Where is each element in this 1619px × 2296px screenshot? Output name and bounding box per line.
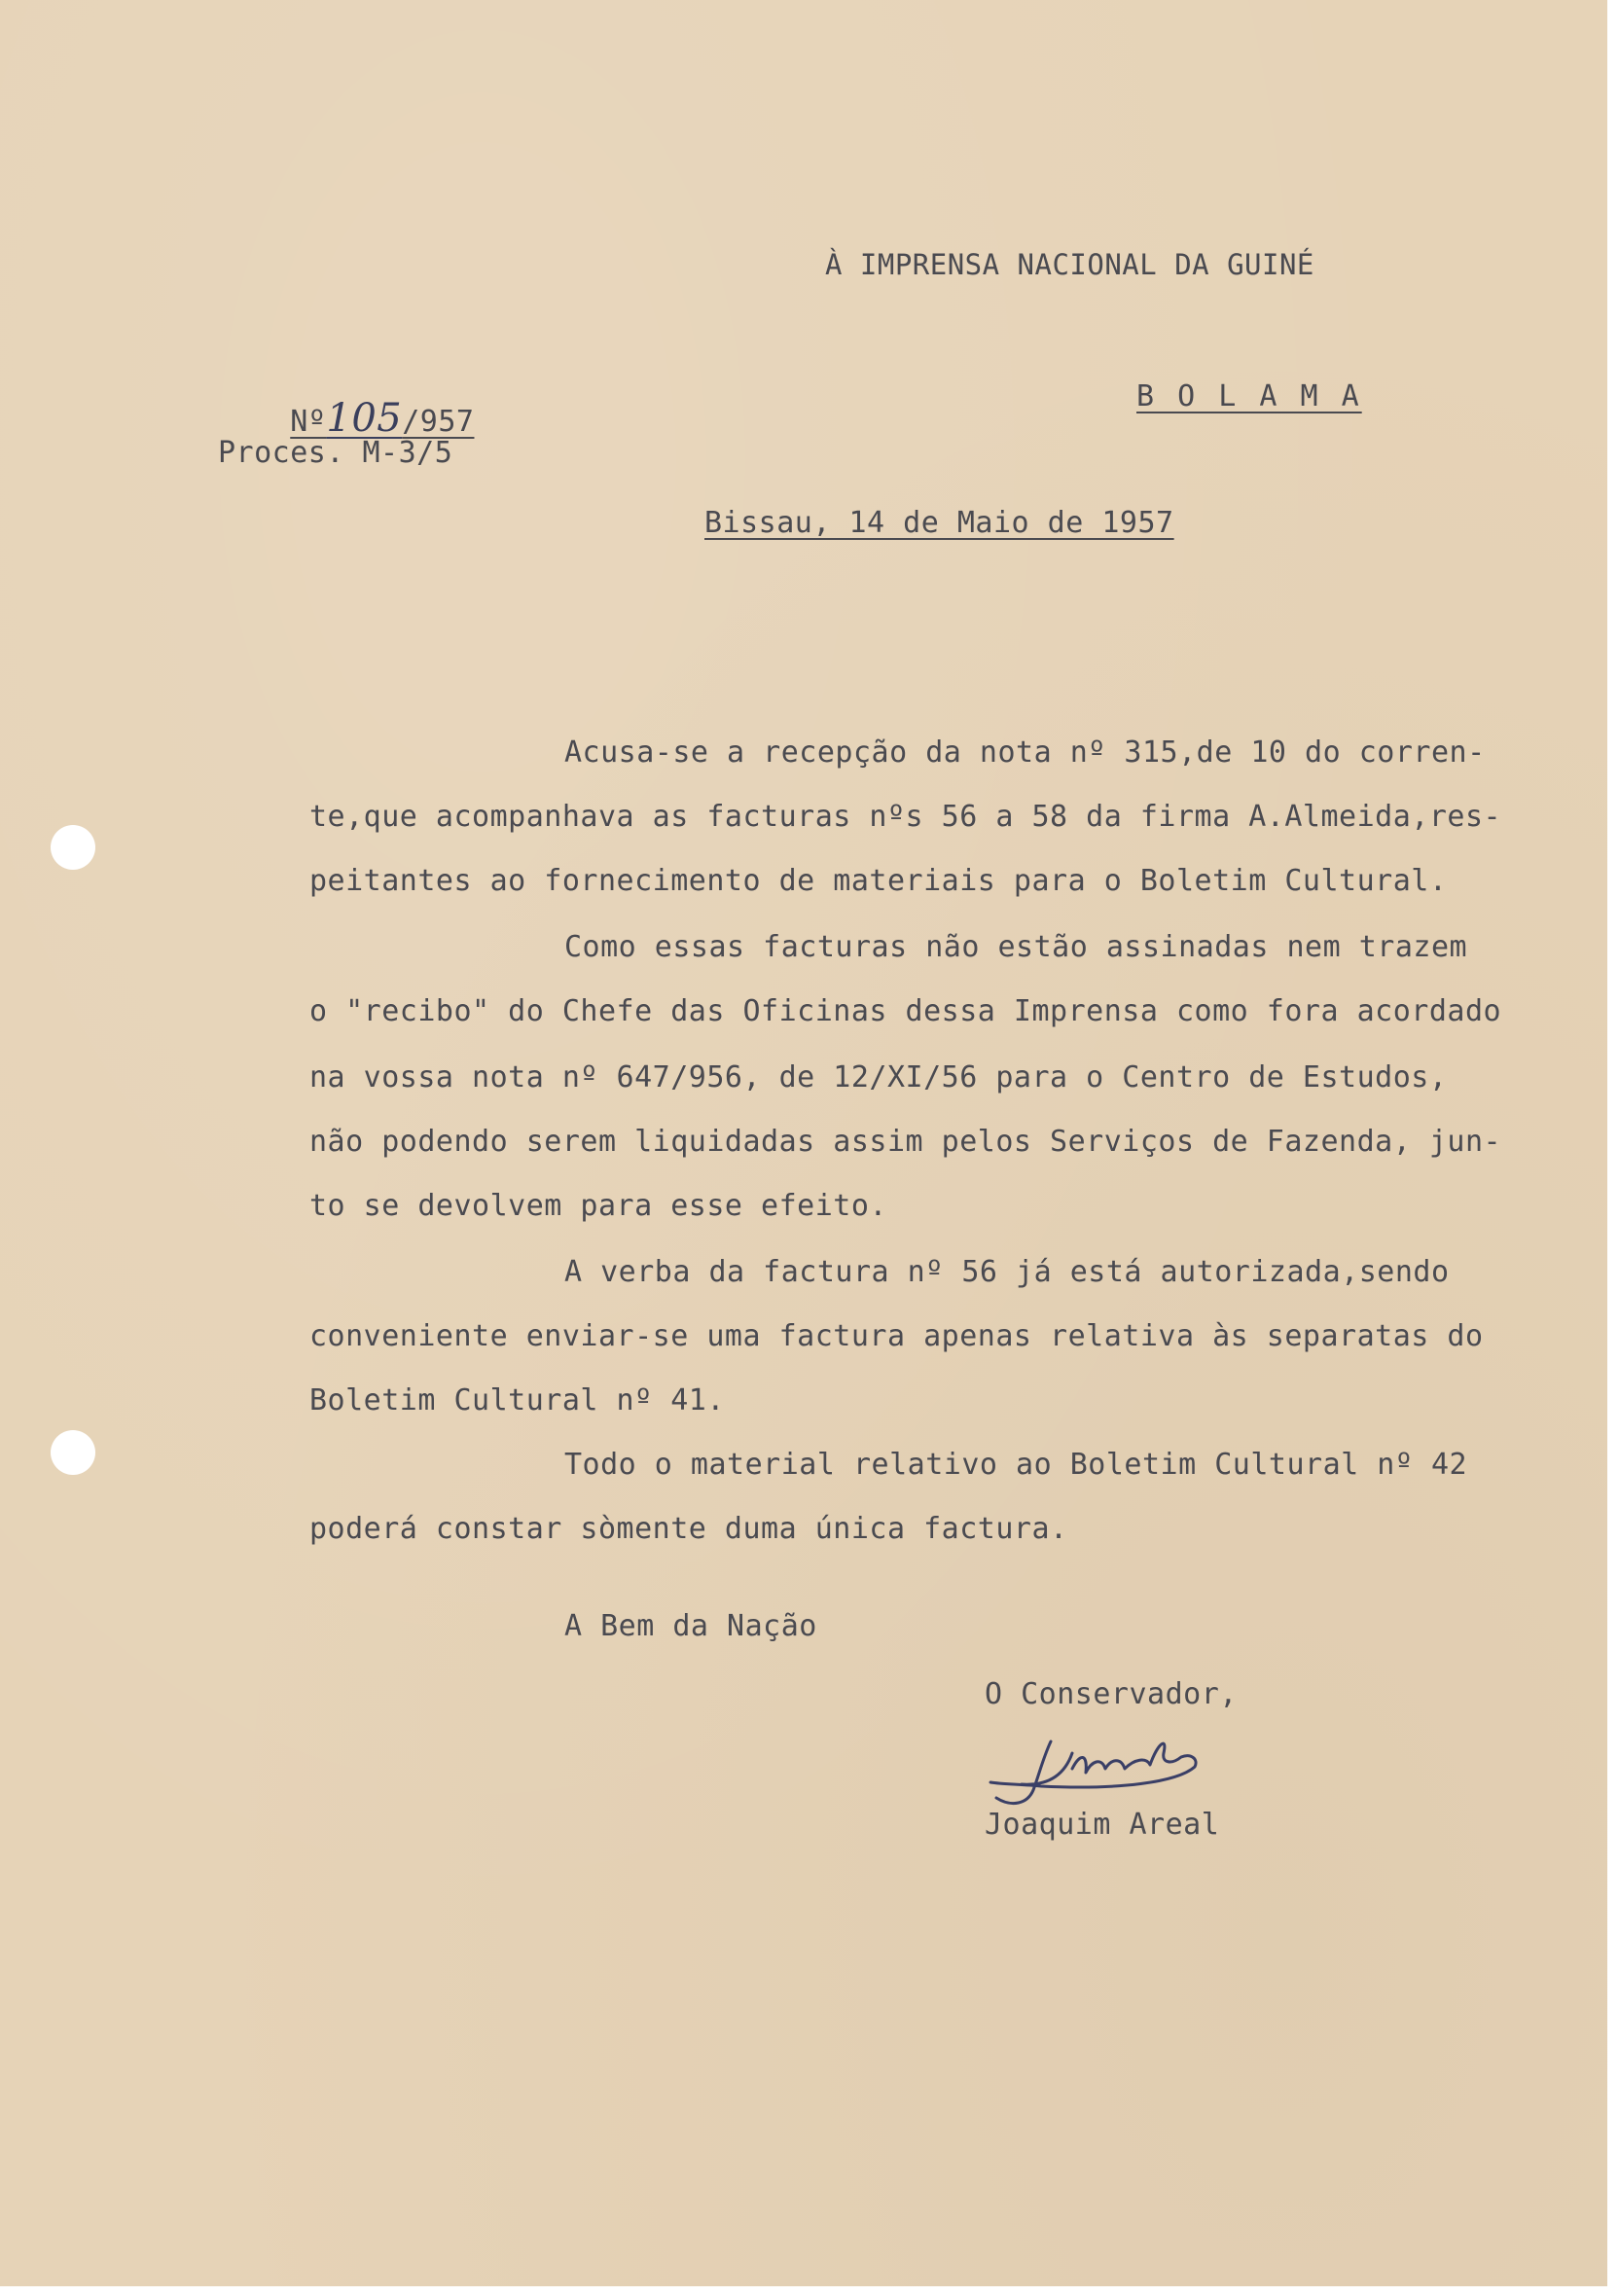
body-line: Todo o material relativo ao Boletim Cultural nº 42: [564, 1448, 1468, 1482]
body-line: conveniente enviar-se uma factura apenas relativa às separatas do: [309, 1319, 1484, 1353]
body-line: Acusa-se a recepção da nota nº 315,de 10 do corren-: [564, 735, 1486, 770]
body-line: poderá constar sòmente duma única factura.: [309, 1512, 1068, 1546]
body-line: não podendo serem liquidadas assim pelos Serviços de Fazenda, jun-: [309, 1125, 1502, 1159]
destination-city: B O L A M A: [1136, 379, 1362, 413]
body-line: te,que acompanhava as facturas nºs 56 a 58 da firma A.Almeida,res-: [309, 800, 1502, 834]
body-line: A verba da factura nº 56 já está autorizada,sendo: [564, 1255, 1450, 1289]
body-line: peitantes ao fornecimento de materiais para o Boletim Cultural.: [309, 864, 1448, 898]
signatory-name: Joaquim Areal: [985, 1808, 1220, 1842]
body-line: o "recibo" do Chefe das Oficinas dessa Imprensa como fora acordado: [309, 994, 1502, 1028]
reference-number-handwritten: 105: [326, 396, 403, 441]
signatory-title: O Conservador,: [985, 1677, 1238, 1711]
reference-number-label: Nº: [290, 405, 327, 439]
letter-date: Bissau, 14 de Maio de 1957: [704, 506, 1174, 540]
closing-salutation: A Bem da Nação: [564, 1609, 817, 1643]
punch-hole-top: [51, 825, 95, 870]
body-line: Boletim Cultural nº 41.: [309, 1383, 725, 1417]
body-line: Como essas facturas não estão assinadas nem trazem: [564, 930, 1468, 964]
recipient-heading: À IMPRENSA NACIONAL DA GUINÉ: [825, 248, 1314, 281]
process-reference: Proces. M-3/5: [218, 436, 453, 470]
body-line: na vossa nota nº 647/956, de 12/XI/56 para o Centro de Estudos,: [309, 1060, 1448, 1094]
reference-number-year: /957: [402, 405, 475, 439]
body-line: to se devolvem para esse efeito.: [309, 1189, 887, 1223]
punch-hole-bottom: [51, 1430, 95, 1475]
